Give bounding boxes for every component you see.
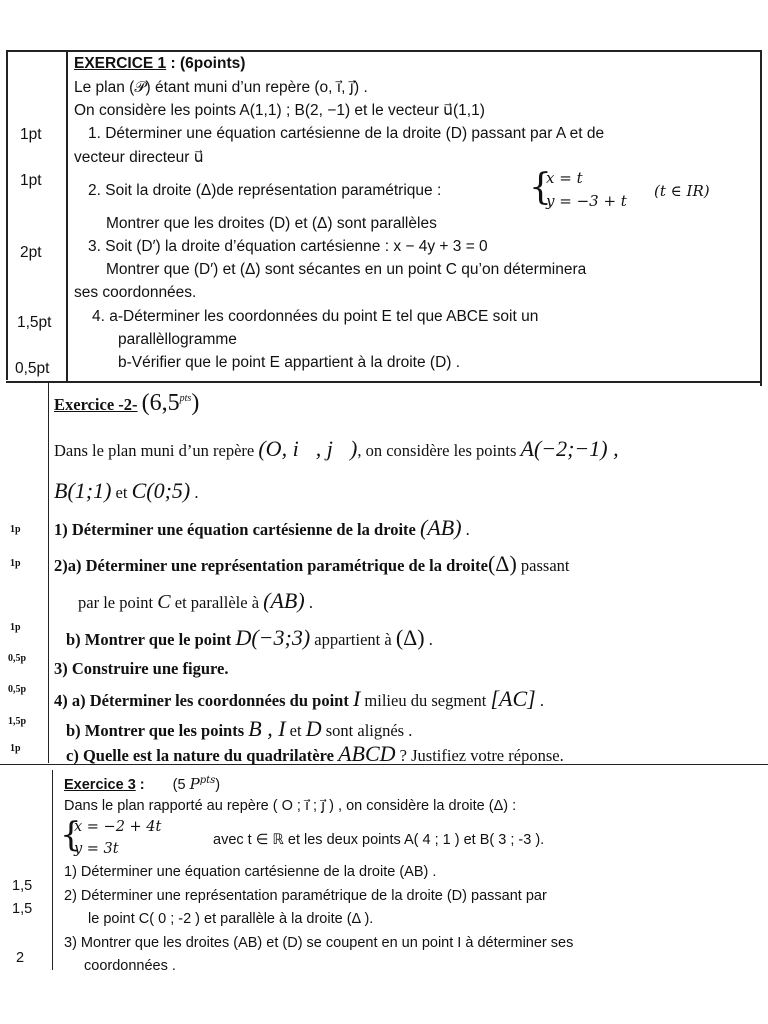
ex1-q1-line2: vecteur directeur u⃗ bbox=[74, 149, 204, 166]
ex1-intro-1: Le plan (𝒫) étant muni d’un repère (o, i⃗, j⃗) . bbox=[74, 79, 368, 96]
ex2-q3: 3) Construire une figure. bbox=[54, 659, 229, 678]
ex1-title-line bbox=[74, 55, 245, 73]
ex3-q3-line1: 3) Montrer que les droites (AB) et (D) se coupent en un point I à déterminer ses bbox=[64, 935, 574, 951]
ex2-q2a-line2: par le point C et parallèle à (AB) . bbox=[78, 588, 313, 613]
ex3-points-q2: 1,5 bbox=[12, 901, 33, 917]
ex2-q4b: b) Montrer que les points B , I et D sont alignés . bbox=[66, 716, 413, 741]
ex2-points-q4b: 1,5p bbox=[8, 716, 27, 727]
ex3-system-text: avec t ∈ ℝ et les deux points A( 4 ; 1 ) et B( 3 ; -3 ). bbox=[213, 832, 545, 848]
ex2-points: $(6,5^{pts})$ bbox=[141, 390, 200, 416]
ex1-q2-system-line2: y = −3 + t bbox=[546, 192, 627, 210]
ex3-points-q1: 1,5 bbox=[12, 878, 33, 894]
ex1-points-q2: 1pt bbox=[20, 172, 42, 189]
ex1-points-q4a: 1,5pt bbox=[17, 314, 52, 331]
ex3-q3-line2: coordonnées . bbox=[84, 958, 176, 974]
ex2-title: Exercice -2- bbox=[54, 395, 138, 414]
ex2-column-divider bbox=[48, 383, 49, 763]
ex1-q2-statement: Montrer que les droites (D) et (Δ) sont parallèles bbox=[106, 215, 437, 232]
ex1-q2-parameter: (t ∈ IR) bbox=[654, 182, 710, 200]
ex1-points-q4b: 0,5pt bbox=[15, 360, 50, 377]
ex1-q3-line2: Montrer que (D′) et (Δ) sont sécantes en un point C qu’on déterminera bbox=[106, 261, 587, 278]
left-border bbox=[6, 50, 8, 380]
ex2-points-q4c: 1p bbox=[10, 743, 21, 754]
ex2-q4c: c) Quelle est la nature du quadrilatère ABCD ? Justifiez votre réponse. bbox=[66, 741, 564, 766]
ex3-system-brace: { bbox=[60, 815, 82, 855]
ex1-points-q3: 2pt bbox=[20, 244, 42, 261]
ex2-q4a: 4) a) Déterminer les coordonnées du point I milieu du segment [AC] . bbox=[54, 686, 544, 711]
ex1-points: : (6points) bbox=[170, 55, 246, 72]
ex1-q4-line1: 4. a-Déterminer les coordonnées du point E tel que ABCE soit un bbox=[92, 308, 539, 325]
ex3-title-line: Exercice 3 : (5 $P^{pts}$) bbox=[64, 775, 221, 793]
ex3-intro: Dans le plan rapporté au repère ( O ; i⃗ ; j⃗ ) , on considère la droite (Δ) : bbox=[64, 798, 517, 814]
ex3-points: (5 $P^{pts}$) bbox=[172, 775, 221, 793]
ex2-intro-line2: B(1;1) et C(0;5) . bbox=[54, 478, 199, 503]
ex2-points-q2b: 1p bbox=[10, 622, 21, 633]
ex2-points-q4a: 0,5p bbox=[8, 684, 27, 695]
ex3-column-divider bbox=[52, 770, 53, 970]
ex3-q1: 1) Déterminer une équation cartésienne de la droite (AB) . bbox=[64, 864, 437, 880]
ex2-points-q2a: 1p bbox=[10, 558, 21, 569]
ex1-column-divider bbox=[66, 50, 68, 382]
ex3-q2-line2: le point C( 0 ; -2 ) et parallèle à la droite (Δ ). bbox=[88, 911, 374, 927]
ex1-bottom-border bbox=[6, 381, 762, 383]
ex1-q1-line1: 1. Déterminer une équation cartésienne de la droite (D) passant par A et de bbox=[88, 125, 605, 142]
ex3-system-line1: x = −2 + 4t bbox=[74, 819, 162, 835]
ex2-points-q3: 0,5p bbox=[8, 653, 27, 664]
ex3-q2-line1: 2) Déterminer une représentation paramétrique de la droite (D) passant par bbox=[64, 888, 547, 904]
ex1-q2-label: 2. Soit la droite (Δ)de représentation paramétrique : bbox=[88, 182, 442, 199]
ex2-points-q1: 1p bbox=[10, 524, 21, 535]
ex1-q4-line2: parallèllogramme bbox=[118, 331, 237, 348]
top-border bbox=[6, 50, 762, 52]
ex2-q2b: b) Montrer que le point D(−3;3) appartient à (Δ) . bbox=[66, 625, 433, 650]
ex3-points-q3: 2 bbox=[16, 950, 25, 966]
ex2-q1: 1) Déterminer une équation cartésienne de la droite (AB) . bbox=[54, 515, 470, 540]
ex3-title: Exercice 3 bbox=[64, 777, 136, 793]
ex1-q2-system-line1: x = t bbox=[546, 169, 583, 187]
ex1-points-q1: 1pt bbox=[20, 126, 42, 143]
ex1-title: EXERCICE 1 bbox=[74, 55, 167, 72]
ex1-q4-line3: b-Vérifier que le point E appartient à la droite (D) . bbox=[118, 354, 461, 371]
ex1-q3-line3: ses coordonnées. bbox=[74, 284, 197, 301]
right-border bbox=[760, 50, 762, 386]
ex2-intro-line1: Dans le plan muni d’un repère (O, i⃗, j⃗), on considère les points A(−2;−1) , bbox=[54, 436, 619, 461]
ex1-q3-line1: 3. Soit (D′) la droite d’équation cartésienne : x − 4y + 3 = 0 bbox=[88, 238, 488, 255]
ex2-title-line bbox=[54, 390, 199, 417]
ex2-q2a-line1: 2)a) Déterminer une représentation paramétrique de la droite(Δ) passant bbox=[54, 551, 570, 576]
ex3-system-line2: y = 3t bbox=[74, 841, 119, 857]
ex1-q2-brace: { bbox=[529, 167, 552, 208]
ex1-intro-2: On considère les points A(1,1) ; B(2, −1) et le vecteur u⃗(1,1) bbox=[74, 102, 485, 119]
